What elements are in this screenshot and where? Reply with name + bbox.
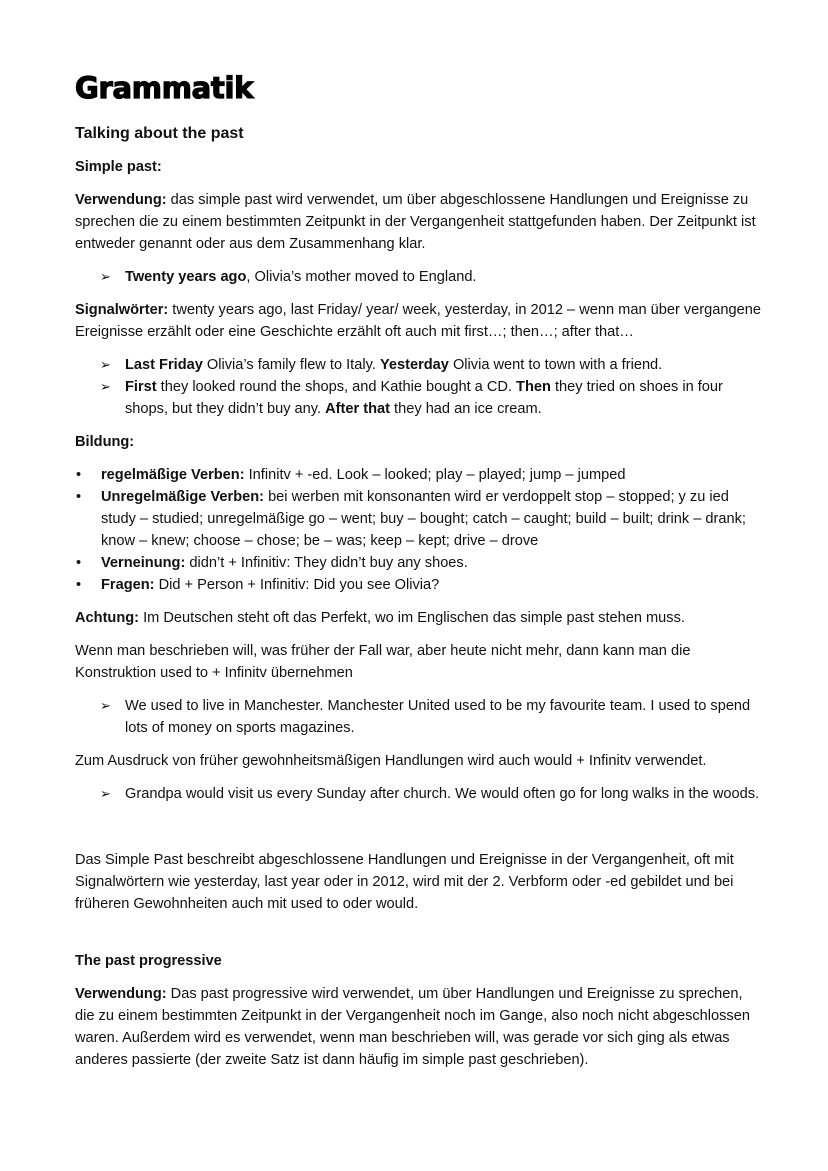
bullet-icon: • <box>76 489 82 505</box>
spacer <box>75 926 765 950</box>
example-text: they looked round the shops, and Kathie bought a CD. <box>156 379 517 395</box>
verwendung-label: Verwendung: <box>75 986 167 1002</box>
used-to-example-list <box>75 695 765 739</box>
item-text: didn’t + Infinitiv: They didn’t buy any shoes. <box>185 555 468 571</box>
document-page <box>75 70 765 1082</box>
bullet-icon: • <box>76 555 82 571</box>
would-example-list <box>75 783 765 805</box>
example-bold: Twenty years ago <box>125 269 247 285</box>
achtung-label: Achtung: <box>75 610 140 626</box>
past-progressive-verwendung <box>75 983 765 1071</box>
signal-text: twenty years ago, last Friday/ year/ week, yesterday, in 2012 – wenn man über vergangene Ereignisse erzählt oder eine Geschichte erzählt oft auch mit first…; then…; after that… <box>75 302 761 340</box>
example-bold: After that <box>325 401 390 417</box>
arrow-bullet-icon: ➢ <box>100 357 111 372</box>
example-bold: Then <box>516 379 551 395</box>
arrow-bullet-icon: ➢ <box>100 379 111 394</box>
bullet-icon: • <box>76 467 82 483</box>
bildung-heading: Bildung: <box>75 434 135 450</box>
example-text: they tried on shoes in four shops, but they didn’t buy any. <box>125 379 723 417</box>
example-text: Olivia went to town with a friend. <box>448 357 663 373</box>
example-list-1 <box>75 266 765 288</box>
verwendung-text: Das past progressive wird verwendet, um über Handlungen und Ereignisse zu sprechen, die zu einem bestimmten Zeitpunkt in der Vergangenheit noch im Gange, also noch nicht abgeschlossen waren. Außerdem wird es verwendet, wenn man beschrieben will, was gerade vor sich ging als etwas anderes passierte (der zweite Satz ist dann häufig im simple past geschrieben). <box>75 986 750 1068</box>
list-item <box>76 464 765 486</box>
past-progressive-heading: The past progressive <box>75 953 222 969</box>
example-bold: Last Friday <box>125 357 203 373</box>
item-label: Unregelmäßige Verben: <box>101 489 265 505</box>
simple-past-heading: Simple past: <box>75 159 162 175</box>
example-text: , Olivia’s mother moved to England. <box>246 269 477 285</box>
arrow-bullet-icon: ➢ <box>100 269 111 284</box>
example-list-2 <box>75 354 765 420</box>
arrow-bullet-icon: ➢ <box>100 698 111 713</box>
example-text: they had an ice cream. <box>390 401 542 417</box>
example-bold: Yesterday <box>379 357 449 373</box>
arrow-bullet-icon: ➢ <box>100 786 111 801</box>
item-text: Did + Person + Infinitiv: Did you see Olivia? <box>154 577 440 593</box>
spacer <box>75 816 765 849</box>
used-to-intro: Wenn man beschrieben will, was früher der Fall war, aber heute nicht mehr, dann kann man die Konstruktion used to + Infinitv übernehmen <box>75 643 691 681</box>
verwendung-label: Verwendung: <box>75 192 167 208</box>
list-item <box>76 486 765 552</box>
would-intro: Zum Ausdruck von früher gewohnheitsmäßigen Handlungen wird auch would + Infinitv verwendet. <box>75 753 707 769</box>
bullet-icon: • <box>76 577 82 593</box>
example-text: Olivia’s family flew to Italy. <box>202 357 380 373</box>
simple-past-verwendung <box>75 189 765 255</box>
list-item <box>100 266 765 288</box>
list-item <box>76 552 765 574</box>
list-item <box>76 574 765 596</box>
bildung-list <box>75 464 765 596</box>
achtung-text: Im Deutschen steht oft das Perfekt, wo im Englischen das simple past stehen muss. <box>139 610 685 626</box>
item-text: bei werben mit konsonanten wird er verdoppelt stop – stopped; y zu ied study – studied; unregelmäßige go – went; buy – bought; catch – caught; build – built; drink – drank; know – knew; choose – chose; be – was; keep – kept; drive – drove <box>101 489 746 549</box>
page-title: Grammatik <box>75 71 254 105</box>
signal-label: Signalwörter: <box>75 302 169 318</box>
signalwoerter-paragraph <box>75 299 765 343</box>
item-label: regelmäßige Verben: <box>101 467 245 483</box>
item-label: Fragen: <box>101 577 155 593</box>
example-text: Grandpa would visit us every Sunday after church. We would often go for long walks in the woods. <box>125 786 760 802</box>
list-item <box>100 783 765 805</box>
list-item <box>100 354 765 376</box>
example-bold: First <box>125 379 157 395</box>
achtung-paragraph <box>75 607 765 629</box>
item-label: Verneinung: <box>101 555 186 571</box>
item-text: Infinitv + -ed. Look – looked; play – played; jump – jumped <box>244 467 626 483</box>
verwendung-text: das simple past wird verwendet, um über abgeschlossene Handlungen und Ereignisse zu sprechen die zu einem bestimmten Zeitpunkt in der Vergangenheit stattgefunden haben. Der Zeitpunkt ist entweder genannt oder aus dem Zusammenhang klar. <box>75 192 756 252</box>
summary-paragraph: Das Simple Past beschreibt abgeschlossene Handlungen und Ereignisse in der Vergangenheit, oft mit Signalwörtern wie yesterday, last year oder in 2012, wird mit der 2. Verbform oder -ed gebildet und bei früheren Gewohnheiten auch mit used to oder would. <box>75 852 734 912</box>
section-subtitle: Talking about the past <box>75 125 244 142</box>
list-item <box>100 376 765 420</box>
example-text: We used to live in Manchester. Manchester United used to be my favourite team. I used to spend lots of money on sports magazines. <box>125 698 751 736</box>
list-item <box>100 695 765 739</box>
